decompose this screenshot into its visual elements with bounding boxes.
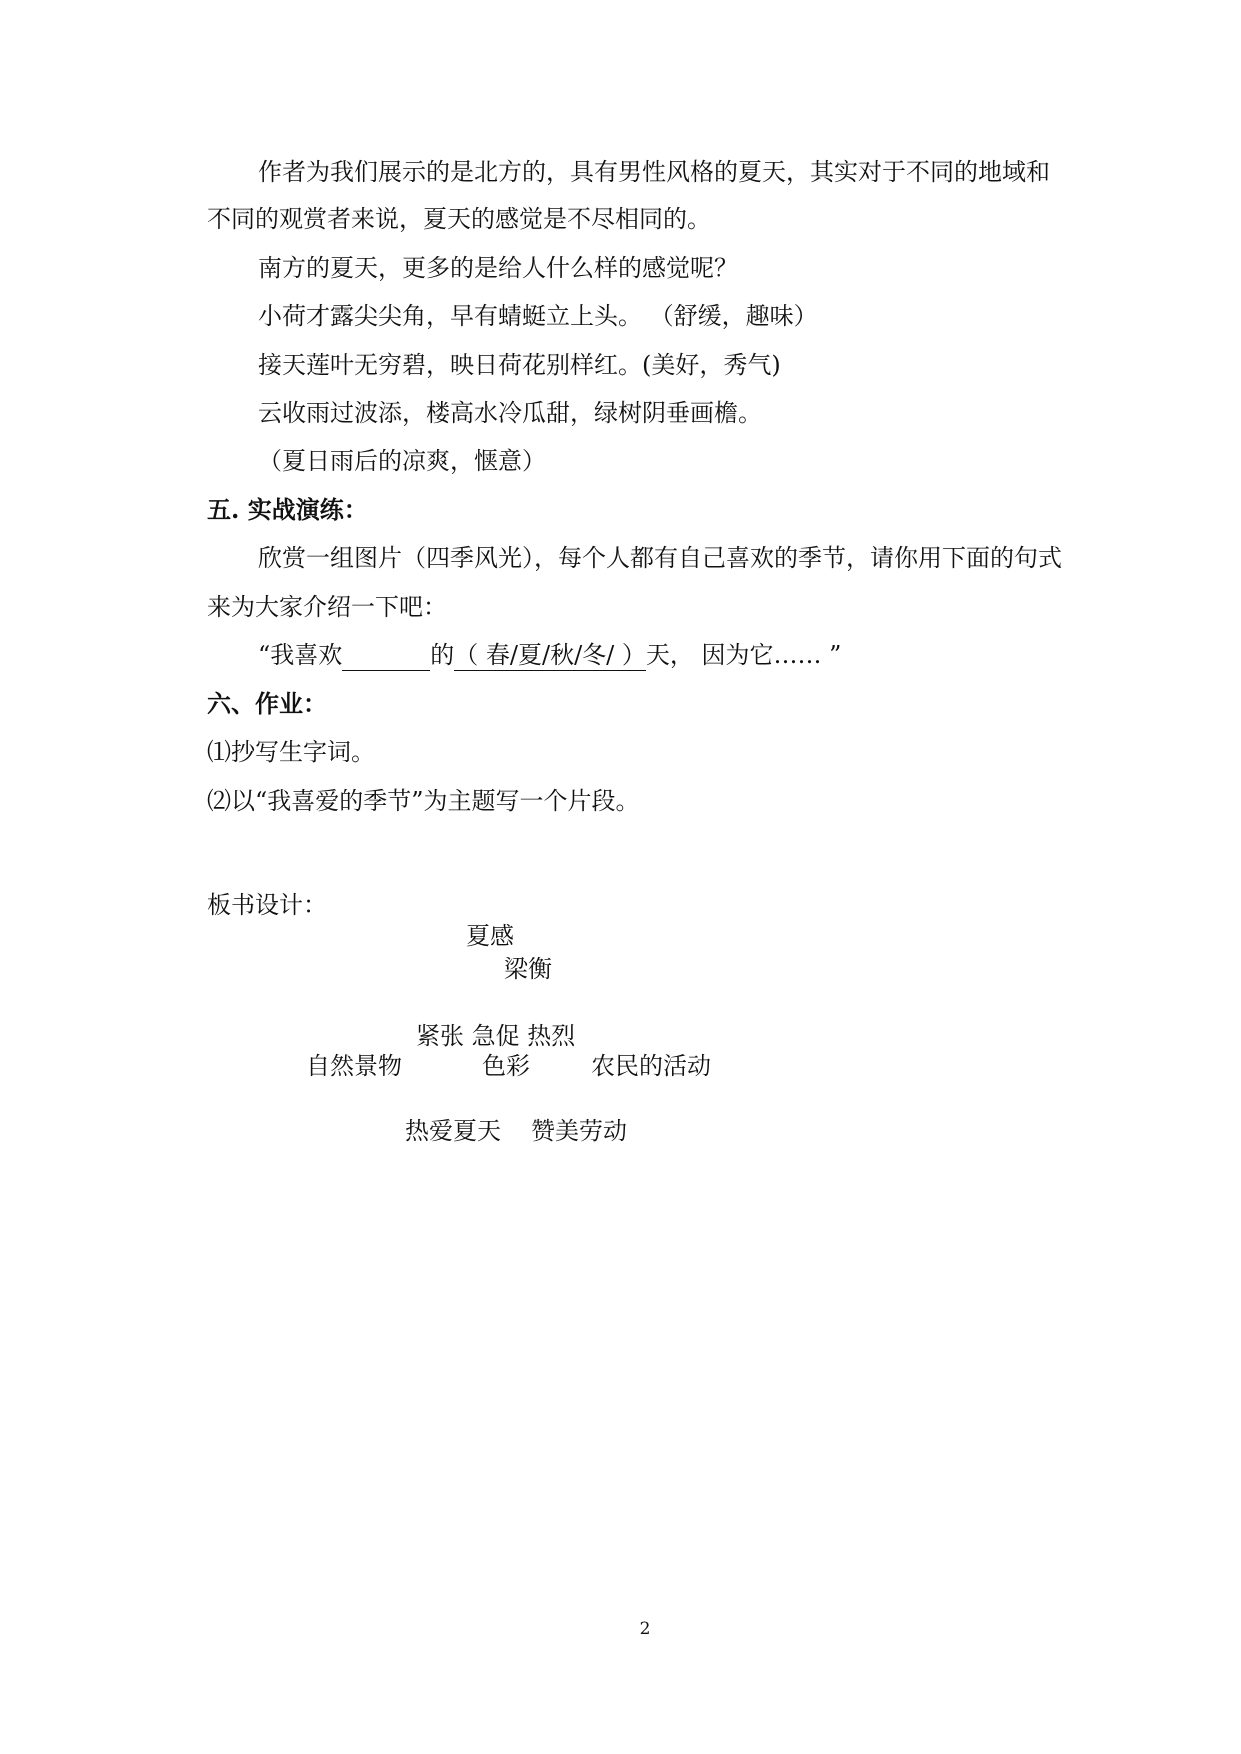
board-title: 夏感 [466, 922, 514, 950]
sentence-pattern [258, 640, 841, 671]
pattern-de: 的 [430, 641, 455, 669]
pattern-prefix: “我喜欢 [258, 641, 343, 669]
homework-item: ⑴抄写生字词。 [207, 738, 375, 766]
board-theme: 赞美劳动 [531, 1117, 627, 1145]
paragraph-line: 欣赏一组图片（四季风光），每个人都有自己喜欢的季节，请你用下面的句式 [258, 544, 1062, 572]
paragraph-line: 来为大家介绍一下吧： [207, 593, 447, 621]
page-number: 2 [639, 1619, 651, 1639]
question-line: 南方的夏天，更多的是给人什么样的感觉呢？ [258, 254, 738, 282]
paragraph-line: 不同的观赏者来说，夏天的感觉是不尽相同的。 [207, 205, 711, 233]
poem-line: 接天莲叶无穷碧，映日荷花别样红。(美好，秀气) [258, 351, 781, 379]
poem-line: 云收雨过波添，楼高水冷瓜甜，绿树阴垂画檐。 [258, 399, 762, 427]
pattern-options: （ 春/夏/秋/冬/ ） [454, 641, 646, 669]
board-author: 梁衡 [504, 955, 552, 983]
board-label: 板书设计： [207, 891, 327, 919]
section-heading: 六、作业： [207, 689, 327, 718]
homework-item: ⑵以“我喜爱的季节”为主题写一个片段。 [207, 787, 640, 815]
board-column: 色彩 [482, 1052, 530, 1080]
board-column: 农民的活动 [591, 1052, 711, 1080]
fill-in-blank [342, 643, 430, 671]
pattern-suffix: 天， 因为它…… ” [645, 641, 842, 669]
board-theme: 热爱夏天 [405, 1117, 501, 1145]
board-column: 自然景物 [306, 1052, 402, 1080]
paragraph-line: 作者为我们展示的是北方的，具有男性风格的夏天，其实对于不同的地域和 [258, 158, 1050, 186]
section-heading: 五. 实战演练： [207, 495, 368, 524]
board-row-keywords: 紧张 急促 热烈 [416, 1022, 576, 1050]
poem-line: 小荷才露尖尖角，早有蜻蜓立上头。 （舒缓，趣味） [258, 302, 818, 330]
poem-note: （夏日雨后的凉爽，惬意） [258, 447, 546, 475]
